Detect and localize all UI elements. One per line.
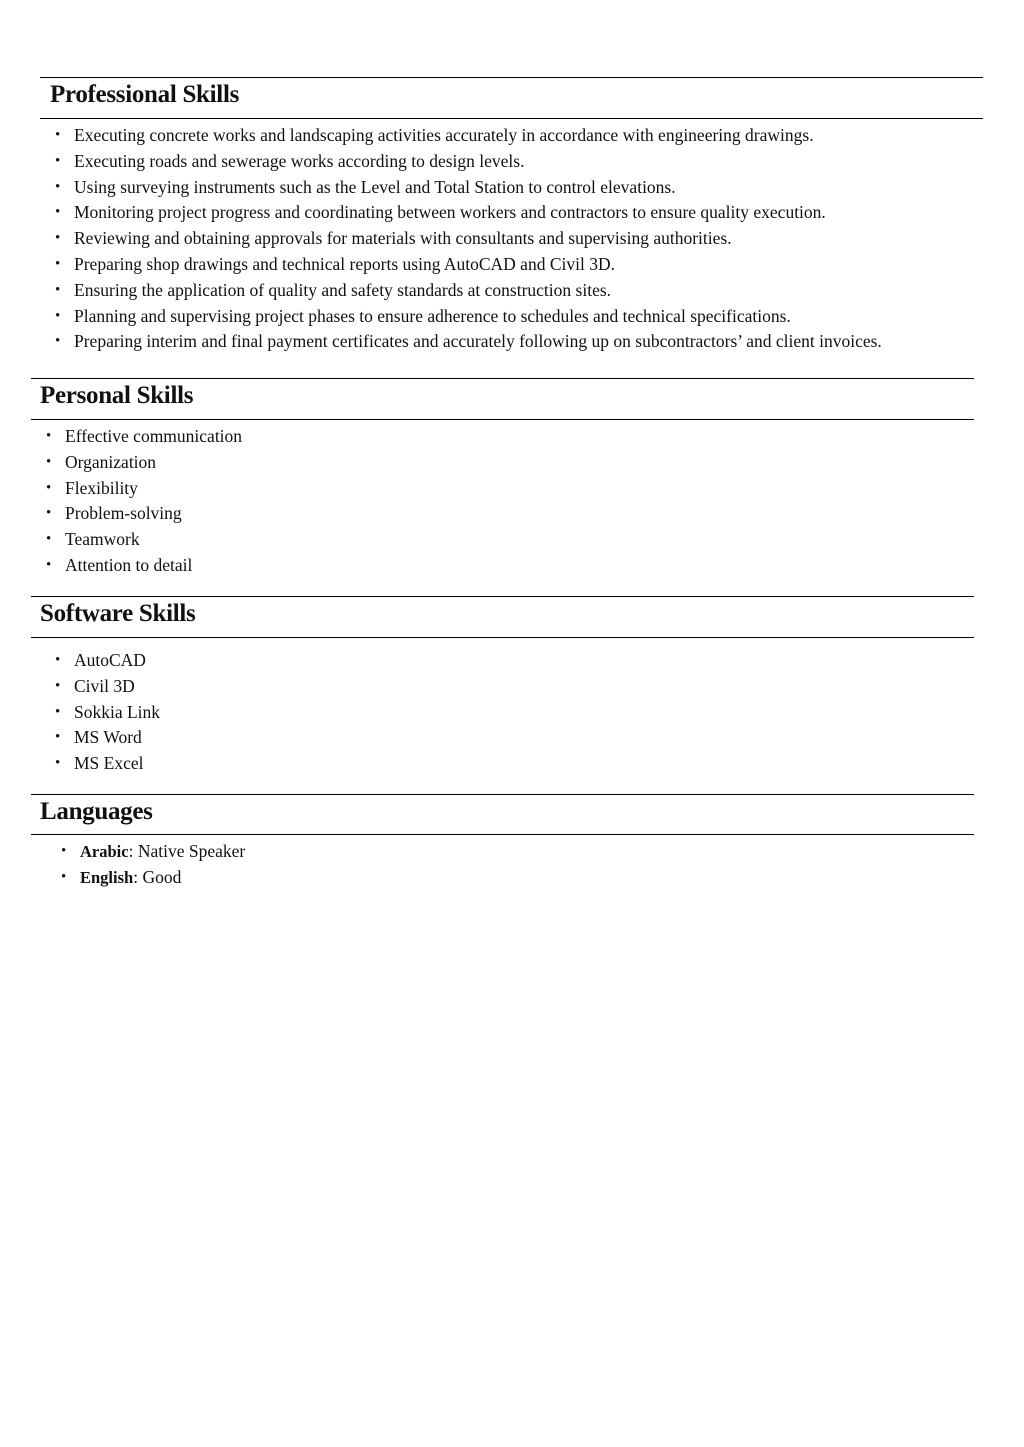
language-item	[56, 865, 956, 891]
software-top-rule	[31, 596, 974, 597]
professional-skills-list	[50, 123, 982, 355]
list-item: • Preparing interim and final payment certificates and accurately following up on subcontractors’ and client invoices.	[50, 329, 982, 355]
language-name: English	[80, 867, 134, 887]
personal-skills-heading: Personal Skills	[40, 382, 194, 409]
personal-skills-list	[41, 424, 941, 579]
list-item: • Reviewing and obtaining approvals for materials with consultants and supervising authorities.	[50, 226, 982, 252]
language-name: Arabic	[80, 842, 129, 861]
list-item: • Flexibility	[41, 476, 941, 502]
personal-top-rule	[31, 378, 974, 379]
languages-heading: Languages	[40, 798, 153, 825]
languages-bottom-rule	[31, 834, 974, 835]
list-item: • Organization	[41, 450, 941, 476]
language-level: : Native Speaker	[128, 841, 246, 861]
list-item: • MS Excel	[50, 751, 950, 777]
list-item: • Executing concrete works and landscaping activities accurately in accordance with engineering drawings.	[50, 123, 982, 149]
list-item: • Planning and supervising project phases to ensure adherence to schedules and technical specifications.	[50, 304, 982, 330]
software-skills-heading: Software Skills	[40, 600, 196, 627]
professional-bottom-rule	[40, 118, 983, 119]
list-item: • Ensuring the application of quality and safety standards at construction sites.	[50, 278, 982, 304]
list-item: • Attention to detail	[41, 553, 941, 579]
list-item: • Monitoring project progress and coordinating between workers and contractors to ensure quality execution.	[50, 200, 982, 226]
list-item: • Teamwork	[41, 527, 941, 553]
list-item: • AutoCAD	[50, 648, 950, 674]
professional-skills-heading: Professional Skills	[50, 81, 240, 108]
language-item	[56, 839, 956, 865]
list-item: • Civil 3D	[50, 674, 950, 700]
personal-bottom-rule	[31, 419, 974, 420]
languages-list	[56, 839, 956, 891]
list-item: • Using surveying instruments such as the Level and Total Station to control elevations.	[50, 175, 982, 201]
list-item: • Preparing shop drawings and technical reports using AutoCAD and Civil 3D.	[50, 252, 982, 278]
software-bottom-rule	[31, 637, 974, 638]
list-item: • Sokkia Link	[50, 700, 950, 726]
professional-top-rule	[40, 77, 983, 78]
language-level: : Good	[133, 866, 182, 887]
list-item: • Effective communication	[41, 424, 941, 450]
list-item: • Problem-solving	[41, 501, 941, 527]
languages-top-rule	[31, 794, 974, 795]
list-item: • MS Word	[50, 725, 950, 751]
list-item: • Executing roads and sewerage works according to design levels.	[50, 149, 982, 175]
software-skills-list	[50, 648, 950, 777]
